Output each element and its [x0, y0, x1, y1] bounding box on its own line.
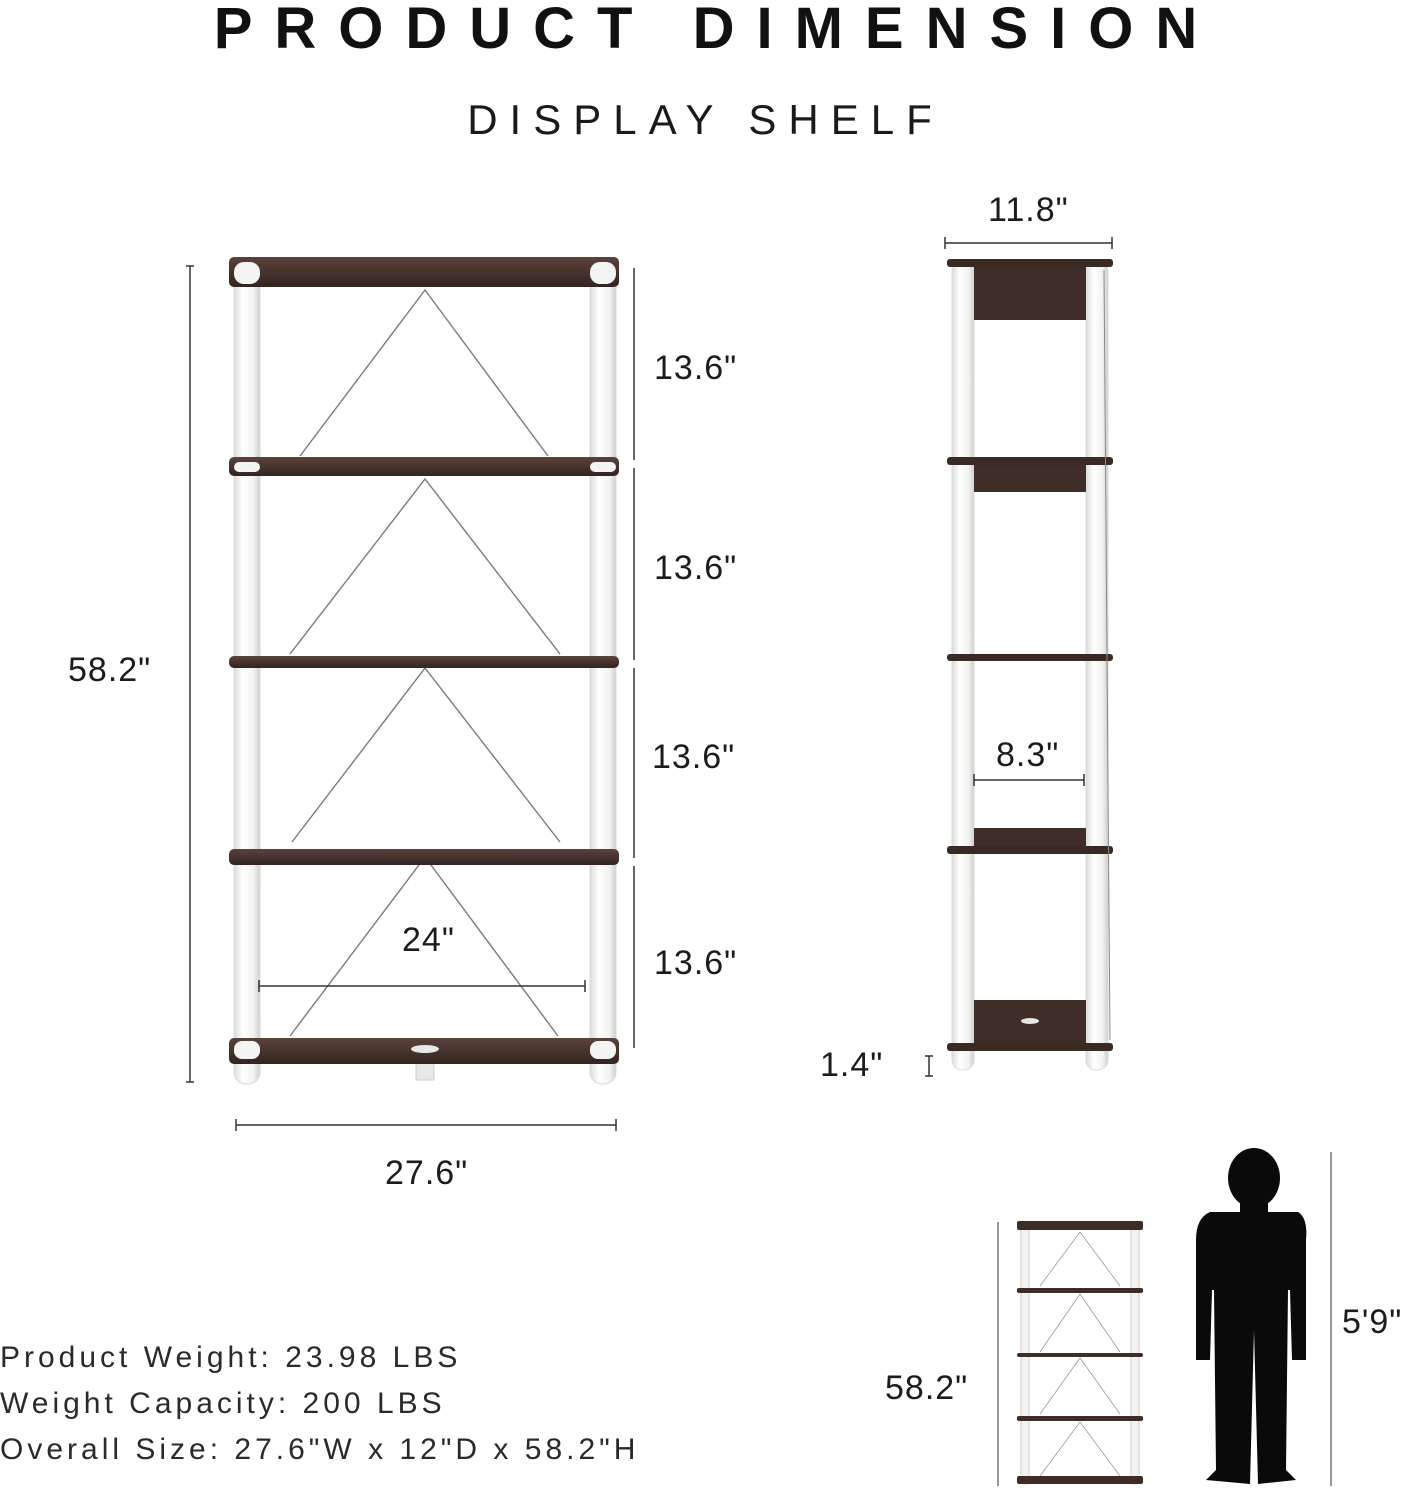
- page-subtitle: DISPLAY SHELF: [467, 96, 944, 143]
- spec-weight: Product Weight: 23.98 LBS: [0, 1341, 462, 1374]
- front-shelf-2: [229, 457, 619, 476]
- front-overall-width-label: 27.6": [385, 1154, 469, 1192]
- person-silhouette-icon: [1196, 1148, 1306, 1484]
- front-center-foot: [416, 1062, 434, 1080]
- side-shelf-2: [947, 457, 1113, 465]
- front-shelf-3: [229, 656, 619, 668]
- side-shelf-3: [947, 654, 1113, 661]
- front-gap-label-1: 13.6": [654, 349, 738, 387]
- side-shelf-5: [947, 1043, 1113, 1051]
- front-gap-label-3: 13.6": [652, 738, 736, 776]
- side-shelf-4: [947, 846, 1113, 854]
- mini-shelf-height-label: 58.2": [885, 1369, 969, 1407]
- side-inner-depth-label: 8.3": [996, 736, 1060, 774]
- side-shelf-1: [947, 259, 1113, 267]
- page-title: PRODUCT DIMENSION: [213, 0, 1220, 61]
- side-view-shelf: [947, 259, 1113, 1070]
- spec-capacity: Weight Capacity: 200 LBS: [0, 1387, 446, 1420]
- front-gap-label-4: 13.6": [654, 944, 738, 982]
- front-shelf-1: [229, 257, 619, 287]
- person-height-label: 5'9": [1342, 1303, 1403, 1341]
- mini-shelf: [1017, 1221, 1143, 1484]
- front-gap-label-2: 13.6": [654, 549, 738, 587]
- side-post-left: [952, 262, 974, 1070]
- front-shelf-4: [229, 849, 619, 865]
- side-foot-height-label: 1.4": [820, 1046, 884, 1084]
- front-height-label: 58.2": [68, 651, 152, 689]
- front-inner-width-label: 24": [402, 921, 455, 959]
- front-post-right: [590, 262, 616, 1084]
- side-depth-label: 11.8": [988, 191, 1069, 229]
- spec-overall-size: Overall Size: 27.6"W x 12"D x 58.2"H: [0, 1433, 640, 1466]
- front-post-left: [234, 262, 260, 1084]
